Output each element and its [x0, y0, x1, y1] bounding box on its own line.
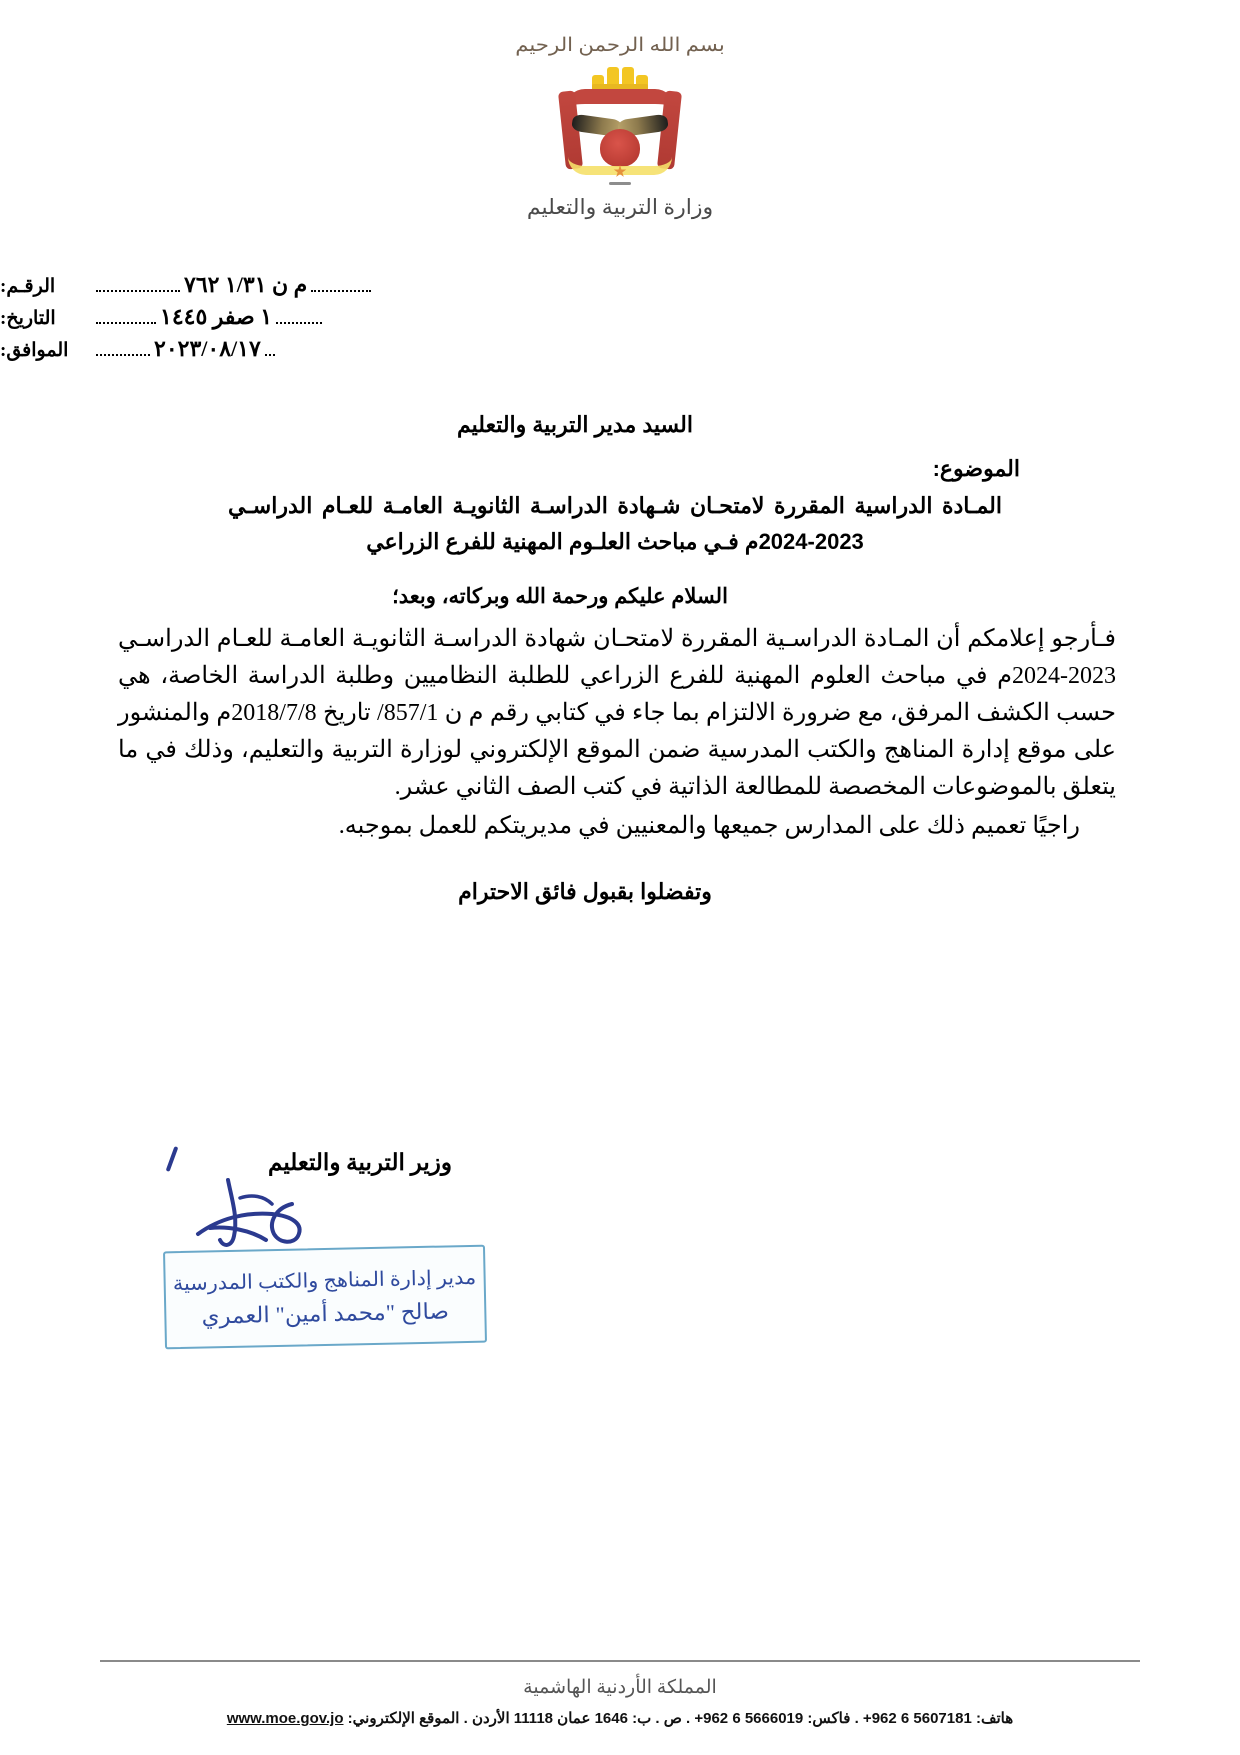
document-footer — [0, 1660, 1240, 1727]
gregorian-date-row — [0, 336, 1240, 362]
reference-number-label: الرقـم: — [0, 276, 56, 297]
document-header — [0, 0, 1240, 220]
ministry-name: وزارة التربية والتعليم — [526, 195, 714, 219]
closing-line: وتفضلوا بقبول فائق الاحترام — [458, 879, 712, 904]
official-stamp — [163, 1245, 487, 1350]
letter-body — [110, 412, 1130, 905]
paragraph-1: فـأرجو إعلامكم أن المـادة الدراسـية المقررة لامتحـان شهادة الدراسـة الثانويـة العامـة للعـام الدراسـي 2023-2024م في مباحث العلوم المهنية للفرع الزراعي للطلبة النظاميين وطلبة الدراسة الخاصة، هي حسب الكشف المرفق، مع ضرورة الالتزام بما جاء في كتابي رقم م ن 857/1/ تاريخ 2018/7/8م والمنشور على موقع إدارة المناهج والكتب المدرسية ضمن الموقع الإلكتروني لوزارة التربية والتعليم، وذلك في ما يتعلق بالموضوعات المخصصة للمطالعة الذاتية في كتب الصف الثاني عشر. — [118, 626, 1116, 800]
kingdom-name: المملكة الأردنية الهاشمية — [523, 1677, 717, 1698]
dotted-leader — [311, 279, 371, 292]
gregorian-date-label: الموافق: — [0, 340, 69, 361]
stamp-name-line: صالح "محمد أمين" العمري — [201, 1297, 450, 1329]
dotted-leader — [276, 311, 322, 324]
footer-divider — [100, 1660, 1140, 1662]
hijri-date-value: ١ صفر ١٤٤٥ — [160, 304, 273, 329]
paragraph-2: راجيًا تعميم ذلك على المدارس جميعها والمعنيين في مديريتكم للعمل بموجبه. — [338, 813, 1080, 839]
signatory-title-text: وزير التربية والتعليم — [268, 1150, 452, 1175]
dotted-leader — [96, 279, 180, 292]
dotted-leader — [265, 343, 275, 356]
hijri-date-row — [0, 304, 1240, 330]
reference-number-row — [0, 272, 1240, 298]
dotted-leader — [96, 343, 150, 356]
hijri-date-label: التاريخ: — [0, 308, 56, 329]
addressee-line: السيد مدير التربية والتعليم — [457, 412, 693, 437]
gregorian-date-value: ٢٠٢٣/٠٨/١٧ — [154, 336, 261, 361]
subject-text: المـادة الدراسية المقررة لامتحـان شـهادة الدراسـة الثانويـة العامـة للعـام الدراسـي 2023-2024م فـي مباحث العلـوم المهنية للفرع الزراعي — [228, 493, 1002, 554]
stem-shape — [609, 182, 631, 185]
dotted-leader — [96, 311, 156, 324]
ink-stroke-mark — [166, 1146, 179, 1172]
basmala-text: بسم الله الرحمن الرحيم — [515, 35, 725, 56]
arch-top-shape — [565, 89, 675, 109]
contact-info — [0, 1709, 1240, 1727]
signature-area — [150, 1150, 570, 1329]
signatory-title — [150, 1150, 570, 1176]
reference-number-value: م ن ١/٣١ ٧٦٢ — [184, 272, 308, 297]
handwritten-signature — [180, 1174, 380, 1259]
jordan-coat-of-arms-icon — [520, 61, 720, 191]
subject-label: الموضوع: — [932, 456, 1020, 481]
greeting-line: السلام عليكم ورحمة الله وبركاته، وبعد؛ — [392, 585, 728, 608]
reference-block — [0, 272, 1240, 368]
stamp-department-line: مدير إدارة المناهج والكتب المدرسية — [172, 1266, 477, 1295]
contact-text: هاتف: 5607181 6 962+ . فاكس: 5666019 6 962+ . ص . ب: 1646 عمان 11118 الأردن . الموقع الإلكتروني: — [347, 1710, 1014, 1727]
ministry-website-link[interactable]: www.moe.gov.jo — [226, 1710, 344, 1727]
